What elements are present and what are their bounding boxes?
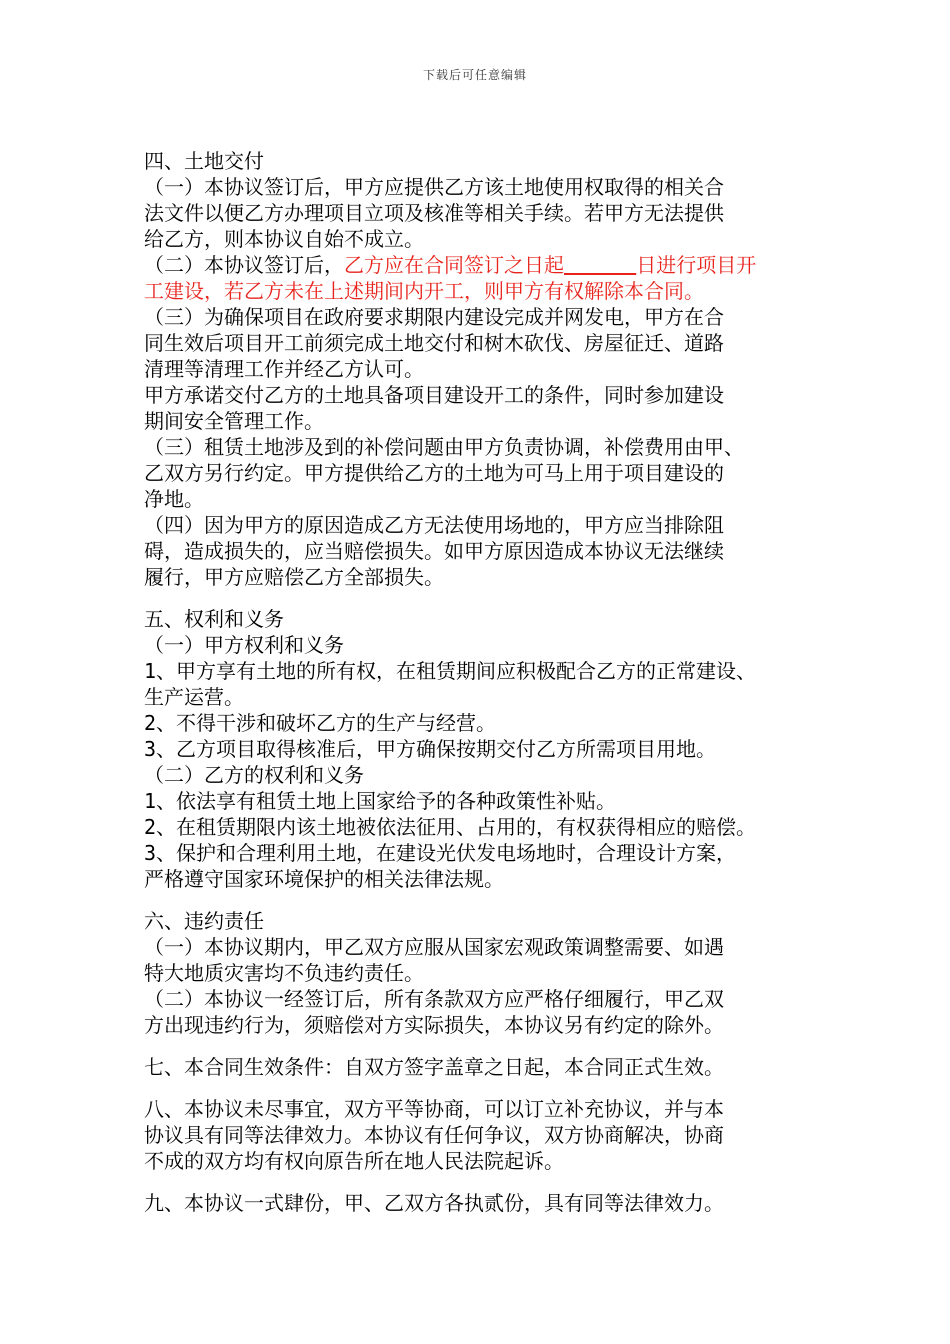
paragraph-line: 期间安全管理工作。 [144,409,324,433]
paragraph-line: 协议具有同等法律效力。本协议有任何争议，双方协商解决，协商 [144,1123,724,1147]
paragraph-line: 2、在租赁期限内该土地被依法征用、占用的，有权获得相应的赔偿。 [144,815,757,839]
paragraph-line: 履行，甲方应赔偿乙方全部损失。 [144,565,444,589]
section-6-title: 六、违约责任 [144,909,264,933]
section-9-line: 九、本协议一式肆份，甲、乙双方各执贰份，具有同等法律效力。 [144,1191,724,1215]
paragraph-gap [144,590,814,606]
paragraph-line: （四）因为甲方的原因造成乙方无法使用场地的，甲方应当排除阻 [144,513,724,537]
paragraph-line: 生产运营。 [144,685,244,709]
paragraph-line: （一）甲方权利和义务 [144,633,344,657]
clause-prefix: （二）本协议签订后， [144,253,344,277]
paragraph-line: 净地。 [144,487,204,511]
paragraph-line: 特大地质灾害均不负违约责任。 [144,961,424,985]
paragraph-line: 严格遵守国家环境保护的相关法律法规。 [144,867,504,891]
paragraph-line: 乙双方另行约定。甲方提供给乙方的土地为可马上用于项目建设的 [144,461,724,485]
paragraph-line: 2、不得干涉和破坏乙方的生产与经营。 [144,711,497,735]
section-4-title: 四、土地交付 [144,149,264,173]
paragraph-gap [144,892,814,908]
paragraph-line: 法文件以便乙方办理项目立项及核准等相关手续。若甲方无法提供 [144,201,724,225]
section-7-line: 七、本合同生效条件：自双方签字盖章之日起，本合同正式生效。 [144,1055,724,1079]
paragraph-line-highlighted: 工建设，若乙方未在上述期间内开工，则甲方有权解除本合同。 [144,279,704,303]
section-8-line: 八、本协议未尽事宜，双方平等协商，可以订立补充协议，并与本 [144,1097,724,1121]
paragraph-line: 碍，造成损失的，应当赔偿损失。如甲方原因造成本协议无法继续 [144,539,724,563]
paragraph-line: 方出现违约行为，须赔偿对方实际损失，本协议另有约定的除外。 [144,1013,724,1037]
document-body [144,148,814,1216]
paragraph-gap [144,1174,814,1190]
paragraph-line: 同生效后项目开工前须完成土地交付和树木砍伐、房屋征迁、道路 [144,331,724,355]
paragraph-line: 3、保护和合理利用土地，在建设光伏发电场地时，合理设计方案， [144,841,737,865]
paragraph-line: 1、依法享有租赁土地上国家给予的各种政策性补贴。 [144,789,617,813]
paragraph-line: 1、甲方享有土地的所有权，在租赁期间应积极配合乙方的正常建设、 [144,659,757,683]
page-header: 下载后可任意编辑 [422,68,527,82]
paragraph-line: （二）本协议一经签订后，所有条款双方应严格仔细履行，甲乙双 [144,987,724,1011]
paragraph-line: （三）为确保项目在政府要求期限内建设完成并网发电，甲方在合 [144,305,724,329]
paragraph-line: 清理等清理工作并经乙方认可。 [144,357,424,381]
paragraph-line: 不成的双方均有权向原告所在地人民法院起诉。 [144,1149,564,1173]
section-5-title: 五、权利和义务 [144,607,284,631]
paragraph-line: （二）乙方的权利和义务 [144,763,364,787]
highlighted-text: 乙方应在合同签订之日起 [344,253,564,277]
paragraph-line: （一）本协议签订后，甲方应提供乙方该土地使用权取得的相关合 [144,175,724,199]
highlighted-text: 日进行项目开 [636,253,757,277]
paragraph-line: （三）租赁土地涉及到的补偿问题由甲方负责协调，补偿费用由甲、 [144,435,744,459]
paragraph-gap [144,1080,814,1096]
paragraph-line: 3、乙方项目取得核准后，甲方确保按期交付乙方所需项目用地。 [144,737,717,761]
blank-field [564,253,636,277]
paragraph-line: （一）本协议期内，甲乙双方应服从国家宏观政策调整需要、如遇 [144,935,724,959]
paragraph-line: 甲方承诺交付乙方的土地具备项目建设开工的条件，同时参加建设 [144,383,724,407]
paragraph-line-highlighted [144,252,814,278]
paragraph-gap [144,1038,814,1054]
paragraph-line: 给乙方，则本协议自始不成立。 [144,227,424,251]
